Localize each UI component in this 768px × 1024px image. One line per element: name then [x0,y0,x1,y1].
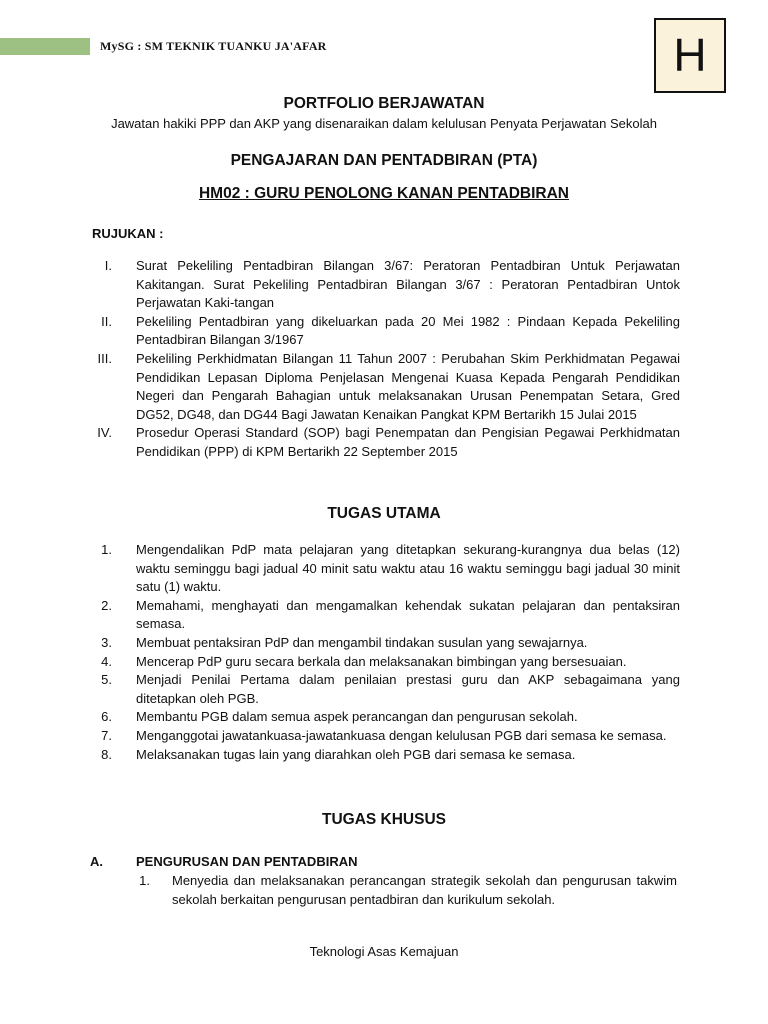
item-number: 2. [101,597,112,613]
item-text: Surat Pekeliling Pentadbiran Bilangan 3/67: Peratoran Pentadbiran Untuk Perjawatan Kakitangan. Surat Pekeliling Pentadbiran Bilangan 3/67 : Peratoran Pentadbiran Untok Perjawatan Kaki-tangan [136,258,680,311]
section-badge: H [654,18,726,93]
list-item [90,597,680,634]
item-number: 7. [101,727,112,743]
item-number: 1. [101,542,112,557]
item-text: Mencerap PdP guru secara berkala dan melaksanakan bimbingan yang bersesuaian. [136,653,627,669]
item-number: 5. [101,672,112,688]
list-item [90,653,680,672]
list-item [90,746,680,765]
position-title: HM02 : GURU PENOLONG KANAN PENTADBIRAN [198,185,569,202]
rujukan-list [90,257,680,462]
item-number: IV. [97,425,112,441]
header-accent-bar [0,38,90,55]
list-item [90,727,680,746]
tugas-utama-list [90,541,680,764]
rujukan-heading: RUJUKAN : [92,226,164,241]
item-text: Menganggotai jawatankuasa-jawatankuasa dengan kelulusan PGB dari semasa ke semasa. [136,727,667,743]
list-item [90,257,680,313]
item-text: Pekeliling Perkhidmatan Bilangan 11 Tahun 2007 : Perubahan Skim Perkhidmatan Pegawai Pendidikan Lepasan Diploma Penjelasan Mengenai Kuasa Kepada Pengarah Pendidikan Negeri dan Pengarah Bahagian untuk melaksanakan Urusan Penempatan Setara, Gred DG52, DG48, dan DG44 Bagi Jawatan Kenaikan Pangkat KPM Bertarikh 15 Julai 2015 [136,350,680,422]
item-text: Prosedur Operasi Standard (SOP) bagi Penempatan dan Pengisian Pegawai Perkhidmatan Pendidikan (PPP) di KPM Bertarikh 22 September 2015 [136,425,680,459]
item-number: 4. [101,653,112,669]
list-item [90,634,680,653]
section-title: PENGAJARAN DAN PENTADBIRAN (PTA) [230,152,538,169]
item-number: 1. [139,873,150,888]
list-item [90,708,680,727]
item-text: Membuat pentaksiran PdP dan mengambil tindakan susulan yang sewajarnya. [136,634,588,650]
page-title: PORTFOLIO BERJAWATAN [283,95,485,112]
item-text: Menjadi Penilai Pertama dalam penilaian prestasi guru dan AKP sebagaimana yang ditetapkan oleh PGB. [136,672,680,706]
list-item [90,541,680,597]
page-footer: Teknologi Asas Kemajuan [309,944,459,959]
item-number: II. [101,313,112,329]
item-text: Memahami, menghayati dan mengamalkan kehendak sukatan pelajaran dan pentaksiran semasa. [136,597,680,632]
list-item [90,350,680,424]
list-item [90,424,680,461]
item-number: III. [97,350,112,366]
item-text: Mengendalikan PdP mata pelajaran yang ditetapkan sekurang-kurangnya dua belas (12) waktu seminggu bagi jadual 40 minit satu waktu atau 16 waktu seminggu bagi jadual 30 minit satu (1) waktu. [136,542,680,595]
item-number: 8. [101,746,112,762]
subsection-letter: A. [90,854,103,869]
list-item [90,671,680,708]
item-number: 6. [101,709,112,725]
tugas-khusus-heading: TUGAS KHUSUS [321,811,446,828]
item-number: I. [104,258,112,273]
tugas-utama-heading: TUGAS UTAMA [327,505,441,522]
list-item [90,313,680,350]
school-name: MySG : SM TEKNIK TUANKU JA'AFAR [100,39,327,53]
list-item [136,872,677,909]
item-text: Menyedia dan melaksanakan perancangan strategik sekolah dan pengurusan takwim sekolah berkaitan pengurusan pentadbiran dan kurikulum sekolah. [172,873,677,907]
tugas-khusus-list [136,872,677,909]
subsection-label: PENGURUSAN DAN PENTADBIRAN [136,854,358,869]
item-text: Pekeliling Pentadbiran yang dikeluarkan pada 20 Mei 1982 : Pindaan Kepada Pekeliling Pentadbiran Bilangan 3/1967 [136,313,680,348]
page-subtitle: Jawatan hakiki PPP dan AKP yang disenaraikan dalam kelulusan Penyata Perjawatan Sekolah [111,116,657,131]
item-text: Melaksanakan tugas lain yang diarahkan oleh PGB dari semasa ke semasa. [136,746,576,762]
item-text: Membantu PGB dalam semua aspek perancangan dan pengurusan sekolah. [136,709,578,725]
item-number: 3. [101,634,112,650]
